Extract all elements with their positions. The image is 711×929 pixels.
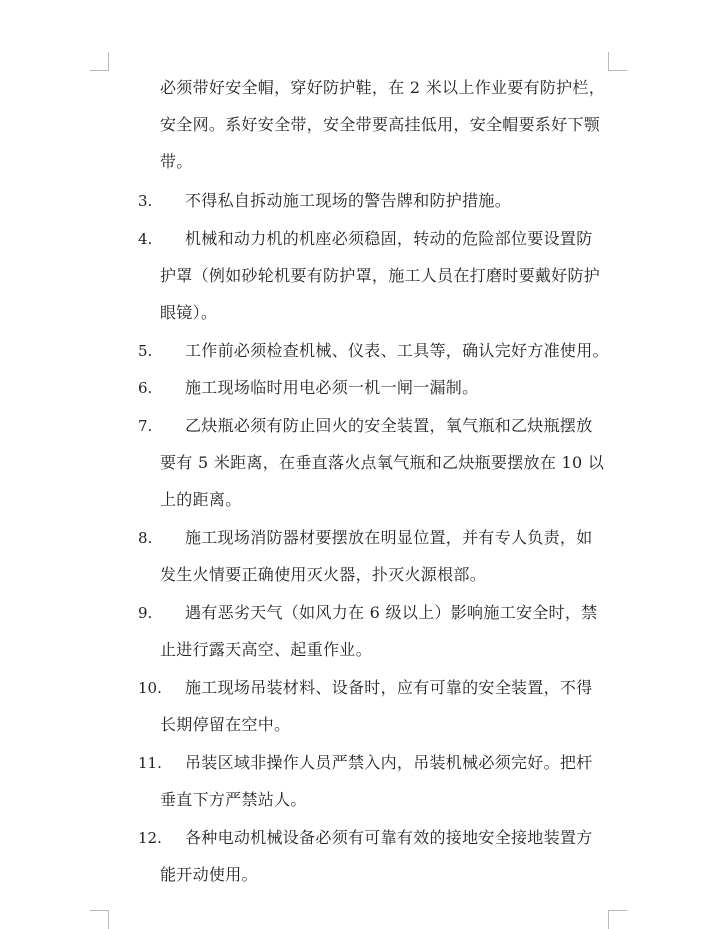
list-item-line: 施工现场临时用电必须一机一闸一漏制。	[185, 378, 479, 397]
list-item-line: 不得私自拆动施工现场的警告牌和防护措施。	[185, 191, 512, 210]
list-item-line: 护罩（例如砂轮机要有防护罩，施工人员在打磨时要戴好防护	[160, 266, 601, 285]
list-item-number: 6.	[138, 379, 153, 397]
crop-mark-top-left	[90, 52, 109, 71]
list-item-number: 9.	[138, 604, 153, 622]
list-item-line: 能开动使用。	[160, 865, 258, 884]
list-item-line: 发生火情要正确使用灭火器，扑灭火源根部。	[160, 565, 487, 584]
paragraph-line: 安全网。系好安全带，安全带要高挂低用，安全帽要系好下颚	[160, 115, 601, 134]
list-item-line: 要有 5 米距离，在垂直落火点氧气瓶和乙炔瓶要摆放在 10 以	[160, 453, 605, 472]
list-item-line: 施工现场消防器材要摆放在明显位置，并有专人负责，如	[185, 528, 593, 547]
list-item-line: 吊装区域非操作人员严禁入内，吊装机械必须完好。把杆	[185, 753, 593, 772]
paragraph-line: 必须带好安全帽，穿好防护鞋，在 2 米以上作业要有防护栏，	[160, 78, 606, 97]
list-item-line: 垂直下方严禁站人。	[160, 790, 307, 809]
list-item-line: 各种电动机械设备必须有可靠有效的接地安全接地装置方	[185, 828, 593, 847]
paragraph-line: 带。	[160, 152, 193, 171]
list-item-number: 8.	[138, 529, 153, 547]
list-item-number: 7.	[138, 417, 153, 435]
list-item-line: 施工现场吊装材料、设备时，应有可靠的安全装置，不得	[185, 678, 593, 697]
list-item-line: 止进行露天高空、起重作业。	[160, 640, 372, 659]
list-item-number: 5.	[138, 342, 153, 360]
list-item-line: 工作前必须检查机械、仪表、工具等，确认完好方准使用。	[185, 341, 609, 360]
list-item-number: 3.	[138, 192, 153, 210]
list-item-line: 眼镜）。	[160, 303, 218, 322]
list-item-line: 机械和动力机的机座必须稳固，转动的危险部位要设置防	[185, 229, 593, 248]
list-item-number: 11.	[138, 754, 162, 772]
list-item-line: 上的距离。	[160, 490, 242, 509]
list-item-line: 乙炔瓶必须有防止回火的安全装置，氧气瓶和乙炔瓶摆放	[185, 416, 593, 435]
list-item-line: 遇有恶劣天气（如风力在 6 级以上）影响施工安全时，禁	[185, 603, 598, 622]
list-item-number: 10.	[138, 679, 162, 697]
list-item-number: 4.	[138, 230, 153, 248]
list-item-number: 12.	[138, 829, 162, 847]
crop-mark-top-right	[608, 52, 627, 71]
list-item-line: 长期停留在空中。	[160, 715, 291, 734]
crop-mark-bottom-left	[90, 910, 109, 929]
crop-mark-bottom-right	[608, 910, 627, 929]
